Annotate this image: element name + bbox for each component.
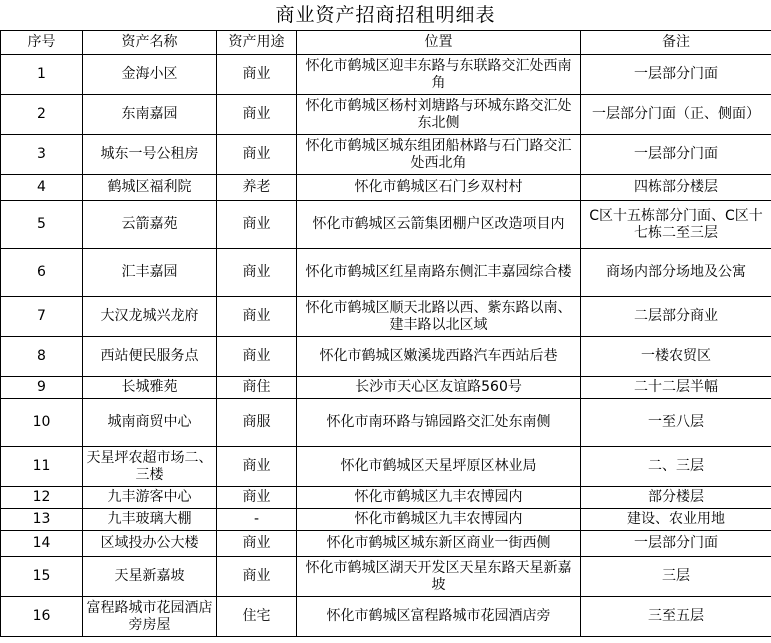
header-row xyxy=(1,31,771,55)
cell-no: 8 xyxy=(1,337,83,377)
col-header-note: 备注 xyxy=(581,31,771,55)
cell-name: 西站便民服务点 xyxy=(83,337,217,377)
table-row xyxy=(1,597,771,637)
cell-location: 怀化市鹤城区嫩溪垅西路汽车西站后巷 xyxy=(297,337,581,377)
cell-location: 怀化市鹤城区城东组团船林路与石门路交汇处西北角 xyxy=(297,135,581,175)
cell-no: 14 xyxy=(1,531,83,557)
cell-note: 四栋部分楼层 xyxy=(581,175,771,201)
cell-no: 10 xyxy=(1,399,83,447)
asset-table xyxy=(0,30,771,637)
cell-no: 3 xyxy=(1,135,83,175)
cell-note: 一至八层 xyxy=(581,399,771,447)
cell-location: 怀化市鹤城区城东新区商业一街西侧 xyxy=(297,531,581,557)
cell-note: 商场内部分场地及公寓 xyxy=(581,249,771,297)
cell-use: 商业 xyxy=(217,297,297,337)
table-row xyxy=(1,55,771,95)
cell-location: 怀化市鹤城区红星南路东侧汇丰嘉园综合楼 xyxy=(297,249,581,297)
cell-location: 怀化市鹤城区顺天北路以西、紫东路以南、建丰路以北区域 xyxy=(297,297,581,337)
cell-use: 商业 xyxy=(217,337,297,377)
table-row xyxy=(1,175,771,201)
table-row xyxy=(1,95,771,135)
cell-use: 商服 xyxy=(217,399,297,447)
cell-name: 东南嘉园 xyxy=(83,95,217,135)
col-header-use: 资产用途 xyxy=(217,31,297,55)
cell-use: - xyxy=(217,509,297,531)
cell-location: 怀化市南环路与锦园路交汇处东南侧 xyxy=(297,399,581,447)
cell-use: 商业 xyxy=(217,531,297,557)
cell-note: 二十二层半幅 xyxy=(581,377,771,399)
table-row xyxy=(1,337,771,377)
table-row xyxy=(1,377,771,399)
cell-note: 三层 xyxy=(581,557,771,597)
cell-location: 怀化市鹤城区富程路城市花园酒店旁 xyxy=(297,597,581,637)
cell-no: 12 xyxy=(1,487,83,509)
table-title: 商业资产招商招租明细表 xyxy=(275,4,496,26)
col-header-no: 序号 xyxy=(1,31,83,55)
cell-name: 金海小区 xyxy=(83,55,217,95)
cell-note: 部分楼层 xyxy=(581,487,771,509)
cell-no: 9 xyxy=(1,377,83,399)
cell-name: 鹤城区福利院 xyxy=(83,175,217,201)
cell-use: 商业 xyxy=(217,557,297,597)
table-row xyxy=(1,447,771,487)
cell-use: 商业 xyxy=(217,201,297,249)
cell-use: 商业 xyxy=(217,55,297,95)
cell-name: 长城雅苑 xyxy=(83,377,217,399)
cell-use: 商业 xyxy=(217,95,297,135)
table-row xyxy=(1,531,771,557)
cell-location: 怀化市鹤城区石门乡双村村 xyxy=(297,175,581,201)
col-header-name: 资产名称 xyxy=(83,31,217,55)
cell-use: 养老 xyxy=(217,175,297,201)
cell-use: 商住 xyxy=(217,377,297,399)
table-row xyxy=(1,557,771,597)
cell-use: 商业 xyxy=(217,487,297,509)
cell-no: 11 xyxy=(1,447,83,487)
table-row xyxy=(1,201,771,249)
cell-location: 怀化市鹤城区迎丰东路与东联路交汇处西南角 xyxy=(297,55,581,95)
cell-no: 13 xyxy=(1,509,83,531)
cell-name: 九丰游客中心 xyxy=(83,487,217,509)
cell-no: 2 xyxy=(1,95,83,135)
cell-note: 二层部分商业 xyxy=(581,297,771,337)
cell-name: 云箭嘉苑 xyxy=(83,201,217,249)
cell-name: 富程路城市花园酒店旁房屋 xyxy=(83,597,217,637)
cell-no: 6 xyxy=(1,249,83,297)
cell-name: 城南商贸中心 xyxy=(83,399,217,447)
table-row xyxy=(1,399,771,447)
cell-name: 天星坪农超市场二、三楼 xyxy=(83,447,217,487)
cell-no: 16 xyxy=(1,597,83,637)
cell-note: 一楼农贸区 xyxy=(581,337,771,377)
cell-note: 一层部分门面 xyxy=(581,531,771,557)
cell-name: 天星新嘉坡 xyxy=(83,557,217,597)
cell-no: 7 xyxy=(1,297,83,337)
cell-location: 怀化市鹤城区湖天开发区天星东路天星新嘉坡 xyxy=(297,557,581,597)
cell-name: 区域投办公大楼 xyxy=(83,531,217,557)
cell-location: 怀化市鹤城区杨村刘塘路与环城东路交汇处东北侧 xyxy=(297,95,581,135)
cell-name: 九丰玻璃大棚 xyxy=(83,509,217,531)
cell-no: 15 xyxy=(1,557,83,597)
cell-no: 4 xyxy=(1,175,83,201)
table-row xyxy=(1,249,771,297)
cell-location: 长沙市天心区友谊路560号 xyxy=(297,377,581,399)
cell-no: 5 xyxy=(1,201,83,249)
cell-use: 商业 xyxy=(217,447,297,487)
cell-name: 汇丰嘉园 xyxy=(83,249,217,297)
cell-name: 大汉龙城兴龙府 xyxy=(83,297,217,337)
cell-note: 建设、农业用地 xyxy=(581,509,771,531)
cell-location: 怀化市鹤城区云箭集团棚户区改造项目内 xyxy=(297,201,581,249)
cell-note: 一层部分门面 xyxy=(581,55,771,95)
cell-note: 一层部分门面（正、侧面） xyxy=(581,95,771,135)
col-header-location: 位置 xyxy=(297,31,581,55)
cell-note: 二、三层 xyxy=(581,447,771,487)
cell-location: 怀化市鹤城区天星坪原区林业局 xyxy=(297,447,581,487)
cell-location: 怀化市鹤城区九丰农博园内 xyxy=(297,487,581,509)
cell-use: 住宅 xyxy=(217,597,297,637)
cell-use: 商业 xyxy=(217,249,297,297)
cell-note: C区十五栋部分门面、C区十七栋二至三层 xyxy=(581,201,771,249)
cell-name: 城东一号公租房 xyxy=(83,135,217,175)
table-row xyxy=(1,297,771,337)
table-row xyxy=(1,487,771,509)
cell-use: 商业 xyxy=(217,135,297,175)
cell-note: 一层部分门面 xyxy=(581,135,771,175)
table-row xyxy=(1,509,771,531)
cell-no: 1 xyxy=(1,55,83,95)
cell-location: 怀化市鹤城区九丰农博园内 xyxy=(297,509,581,531)
cell-note: 三至五层 xyxy=(581,597,771,637)
table-row xyxy=(1,135,771,175)
